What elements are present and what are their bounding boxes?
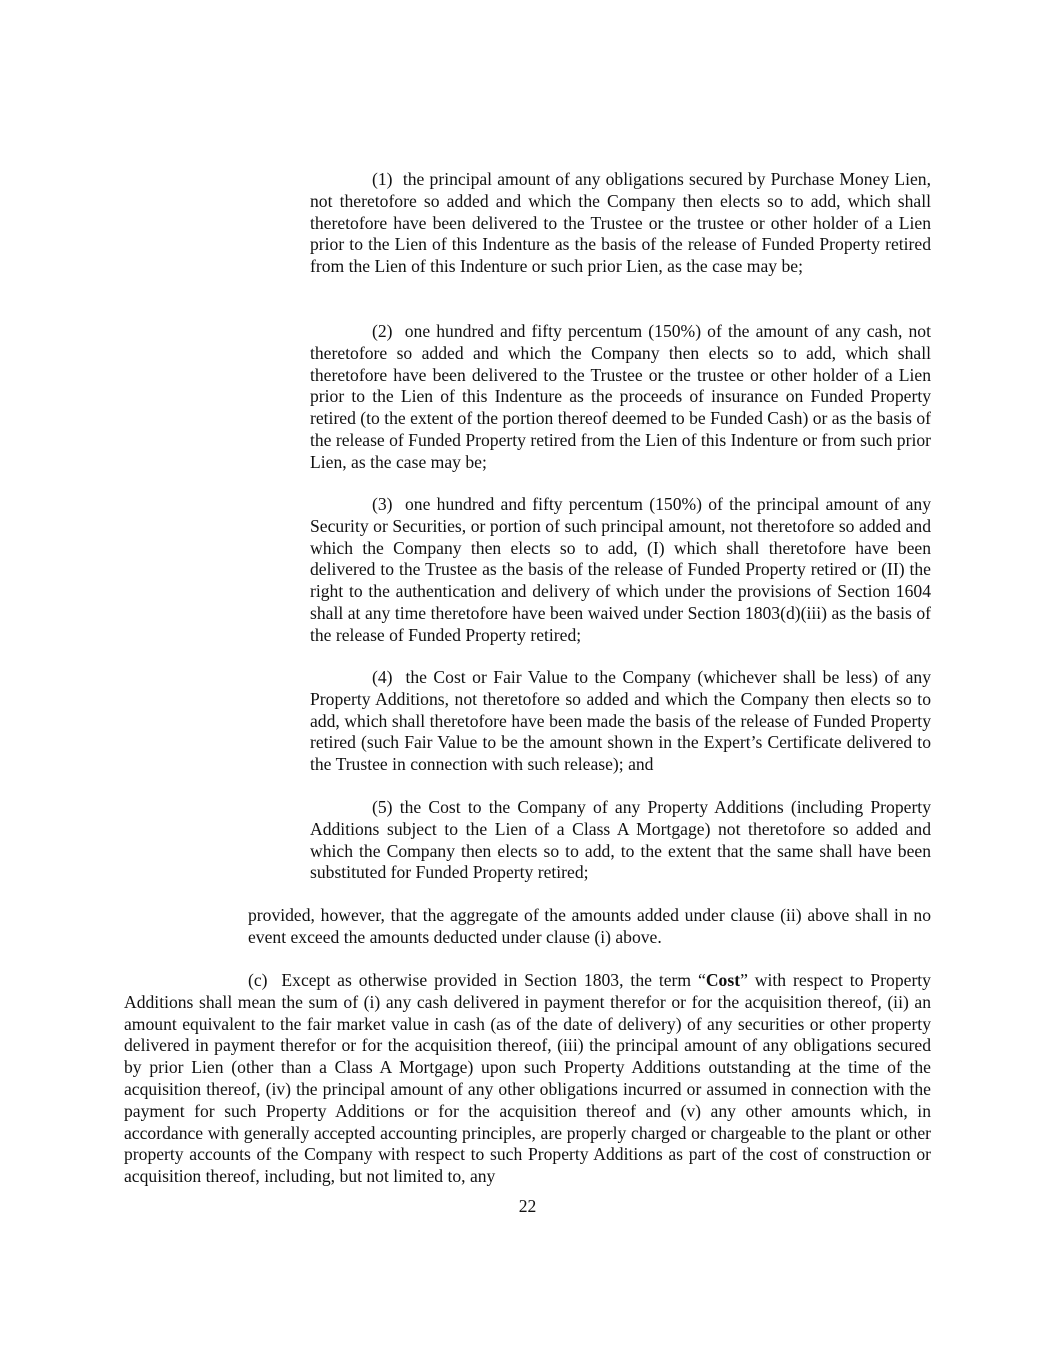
section-c-body: ” with respect to Property Additions shall mean the sum of (i) any cash delivered in payment therefor or for the acquisition thereof, (ii) an amount equivalent to the fair market value in cash (as of the date of delivery) of any securities or other property delivered in payment therefor or for the acquisition thereof, (iii) the principal amount of any obligations secured by prior Lien (other than a Class A Mortgage) upon such Property Additions outstanding at the time of the acquisition thereof, (iv) the principal amount of any other obligations incurred or assumed in connection with the payment for such Property Additions or for the acquisition thereof and (v) any other amounts which, in accordance with generally accepted accounting principles, are properly charged or chargeable to the plant or other property accounts of the Company with respect to such Property Additions as part of the cost of construction or acquisition thereof, including, but not limited to, any	[124, 970, 931, 1187]
clause-3-text: (3) one hundred and fifty percentum (150%) of the principal amount of any Security or Securities, or portion of such principal amount, not theretofore so added and which the Company then elects so to add, (I) which shall theretofore have been delivered to the Trustee as the basis of the release of Funded Property retired or (II) the right to the authentication and delivery of which under the provisions of Section 1604 shall at any time theretofore have been waived under Section 1803(d)(iii) as the basis of the release of Funded Property retired;	[310, 494, 931, 645]
proviso-paragraph: provided, however, that the aggregate of the amounts added under clause (ii) above shall in no event exceed the amounts deducted under clause (i) above.	[248, 905, 931, 947]
page-number: 22	[518, 1196, 537, 1216]
clause-1-text: (1) the principal amount of any obligations secured by Purchase Money Lien, not theretofore so added and which the Company then elects so to add, which shall theretofore have been delivered to the Trustee or the trustee or other holder of a Lien prior to the Lien of this Indenture as the basis of the release of Funded Property retired from the Lien of this Indenture or such prior Lien, as the case may be;	[310, 169, 931, 277]
section-c-intro: (c) Except as otherwise provided in Section 1803, the term “	[248, 970, 706, 990]
clause-4-text: (4) the Cost or Fair Value to the Company (whichever shall be less) of any Property Additions, not theretofore so added and which the Company then elects so to add, which shall theretofore have been made the basis of the release of Funded Property retired (such Fair Value to be the amount shown in the Expert’s Certificate delivered to the Trustee in connection with such release); and	[310, 667, 931, 775]
clause-2-paragraph	[310, 321, 931, 474]
clause-5-paragraph	[310, 797, 931, 884]
section-c-paragraph	[124, 970, 931, 1188]
clause-5-text: (5) the Cost to the Company of any Property Additions (including Property Additions subject to the Lien of a Class A Mortgage) not theretofore so added and which the Company then elects so to add, to the extent that the same shall have been substituted for Funded Property retired;	[310, 797, 931, 883]
clause-1-paragraph	[310, 169, 931, 278]
defined-term-cost: Cost	[705, 970, 741, 990]
clause-4-paragraph	[310, 667, 931, 776]
clause-3-paragraph	[310, 494, 931, 647]
clause-2-text: (2) one hundred and fifty percentum (150%) of the amount of any cash, not theretofore so added and which the Company then elects so to add, which shall theretofore have been delivered to the Trustee or the trustee or other holder of a Lien prior to the Lien of this Indenture as the proceeds of insurance on Funded Property retired (to the extent of the portion thereof deemed to be Funded Cash) or as the basis of the release of Funded Property retired from the Lien of this Indenture or from such prior Lien, as the case may be;	[310, 321, 931, 472]
